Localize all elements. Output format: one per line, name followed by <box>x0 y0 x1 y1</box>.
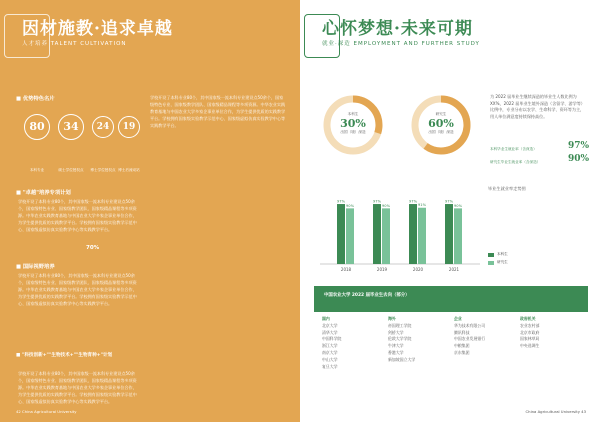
stat-circle-doctoral: 24 <box>92 116 114 138</box>
right-subtitle: 就业·深造 EMPLOYMENT AND FURTHER STUDY <box>322 41 480 47</box>
destination-item: 中山大学 <box>322 356 338 362</box>
stat-circle-masters: 34 <box>58 114 84 140</box>
donut-undergrad-caption: 本科生 <box>347 112 359 116</box>
chart-note: 毕业生就业率走势图 <box>488 186 526 191</box>
stat-label-undergrad: 本科毕业生就业率（含深造） <box>490 147 537 151</box>
bar-label-2020-graduate: 91% <box>418 203 426 208</box>
chart-legend <box>488 252 508 265</box>
destination-item: 中国科学院 <box>322 336 342 342</box>
destination-item: 农业农村部 <box>520 322 540 328</box>
section-heading-advantage: ■ 优势特色名片 <box>16 96 55 102</box>
bar-2021-undergrad <box>445 204 453 264</box>
section-heading-international: ■ 国际视野培养 <box>16 264 55 270</box>
donut-graduate-label <box>410 112 472 135</box>
bar-label-2020-undergrad: 97% <box>409 199 417 204</box>
bar-label-2019-undergrad: 97% <box>373 199 381 204</box>
destination-item: 复旦大学 <box>322 363 338 369</box>
section-heading-excellence: ■ "卓越"培养专项计划 <box>16 190 71 196</box>
donut-undergrad-note: 出国（境）深造 <box>340 130 366 134</box>
bar-2020-graduate <box>418 208 426 264</box>
circle-label-doctoral: 博士学位授权点 <box>90 168 116 172</box>
destination-column <box>454 316 485 357</box>
destination-item: 华为技术有限公司 <box>454 322 486 328</box>
destination-item: 剑桥大学 <box>388 329 404 335</box>
employment-intro: 为 2022 届毕业生继续深造的毕业生人数比例为 XX%，2022 届毕业生境外深造（含留学、游学等）比例中，专业分布以农学、生命科学、资环等为主，用人单位满意度持续保持高位。 <box>490 94 585 119</box>
bar-2018-undergrad <box>337 204 345 264</box>
destination-item: 香港大学 <box>388 349 404 355</box>
destination-column <box>388 316 415 364</box>
destination-item: 中粮集团 <box>454 343 470 349</box>
destination-column-heading: 企业 <box>454 316 462 321</box>
bar-label-2019-graduate: 90% <box>382 203 390 208</box>
international-text: 学校开设了本科专业80个，其中国家级一流本科专业建设点50余个，国家级特色专业、国家级教学团队、国家级精品课程等多项资源。中华农业实践教育基地与中国农业大学多家企事业单位合作，为学生提供优质的实践教学平台。学校拥有国家级实验教学示范中心、国家级虚拟仿真实验教学中心等实践教学平台。 <box>18 273 137 306</box>
section-heading-innovation: ■ "科技创新+""生物技术+""生物育种+"计划 <box>16 353 113 358</box>
destination-item: 南京大学 <box>322 349 338 355</box>
legend-swatch-undergrad <box>488 253 494 257</box>
legend-label-undergrad: 本科生 <box>497 252 508 256</box>
destination-item: 新加坡国立大学 <box>388 356 416 362</box>
destination-column <box>322 316 341 370</box>
destination-item: 北京大学 <box>322 322 338 328</box>
donut-undergrad-label <box>322 112 384 135</box>
stat-circle-postdoc: 19 <box>118 116 140 138</box>
right-column-text: 学校开设了本科专业80个，其中国家级一流本科专业建设点50余个，国家级特色专业、国家级教学团队、国家级精品课程等多项资源。中华农业实践教育基地与中国农业大学多家企事业单位合作，为学生提供优质的实践教学平台。学校拥有国家级实验教学示范中心、国家级虚拟仿真实验教学中心等实践教学平台。 <box>150 95 286 128</box>
legend-item-graduate <box>488 260 508 265</box>
destination-item: 牛津大学 <box>388 343 404 349</box>
x-tick-2019: 2019 <box>376 267 388 272</box>
x-tick-2018: 2018 <box>340 267 352 272</box>
stat-value-graduate: 90% <box>568 154 590 164</box>
bar-label-2018-undergrad: 97% <box>337 199 345 204</box>
right-title: 心怀梦想·未来可期 <box>322 19 473 39</box>
innovation-text: 学校开设了本科专业80个，其中国家级一流本科专业建设点50余个，国家级特色专业、国家级教学团队、国家级精品课程等多项资源。中华农业实践教育基地与中国农业大学多家企事业单位合作，为学生提供优质的实践教学平台。学校拥有国家级实验教学示范中心、国家级虚拟仿真实验教学中心等实践教学平台。 <box>18 371 137 404</box>
highlight-percent: 70% <box>86 245 100 251</box>
circle-label-masters: 硕士学位授权点 <box>58 168 84 172</box>
left-title: 因材施教·追求卓越 <box>22 19 173 39</box>
right-footer: China Agricultural University 43 <box>525 409 586 414</box>
bar-2021-graduate <box>454 208 462 264</box>
stat-value-undergrad: 97% <box>568 141 590 151</box>
x-tick-2020: 2020 <box>412 267 424 272</box>
bar-label-2021-undergrad: 97% <box>445 199 453 204</box>
donut-undergrad-value: 30% <box>340 117 366 130</box>
donut-graduate-value: 60% <box>428 117 454 130</box>
destination-item: 浙江大学 <box>322 343 338 349</box>
left-subtitle: 人才培养 TALENT CULTIVATION <box>22 41 127 47</box>
donut-graduate-caption: 研究生 <box>435 112 447 116</box>
circle-label-postdoc: 博士后流动站 <box>118 168 140 172</box>
destination-item: 清华大学 <box>322 329 338 335</box>
destination-column-heading: 海外 <box>388 316 396 321</box>
donut-graduate-note: 出国（境）深造 <box>428 130 454 134</box>
destination-column-heading: 国内 <box>322 316 330 321</box>
legend-label-graduate: 研究生 <box>497 260 508 264</box>
legend-item-undergrad <box>488 252 508 257</box>
destination-item: 京东集团 <box>454 349 470 355</box>
left-footer: 42 China Agricultural University <box>16 409 77 414</box>
legend-swatch-graduate <box>488 261 494 265</box>
bar-label-2018-graduate: 90% <box>346 203 354 208</box>
bar-label-2021-graduate: 90% <box>454 203 462 208</box>
excellence-text: 学校开设了本科专业80个，其中国家级一流本科专业建设点50余个，国家级特色专业、国家级教学团队、国家级精品课程等多项资源。中华农业实践教育基地与中国农业大学多家企事业单位合作，为学生提供优质的实践教学平台。学校拥有国家级实验教学示范中心、国家级虚拟仿真实验教学中心等实践教学平台。 <box>18 199 137 232</box>
destination-item: 中央选调生 <box>520 343 540 349</box>
stat-label-graduate: 研究生毕业生就业率（含深造） <box>490 160 541 164</box>
bar-2020-undergrad <box>409 204 417 264</box>
x-tick-2021: 2021 <box>448 267 460 272</box>
destination-column <box>520 316 539 350</box>
bar-2019-graduate <box>382 208 390 264</box>
destination-item: 腾讯科技 <box>454 329 470 335</box>
right-page <box>300 0 600 422</box>
destination-item: 中国农业发展银行 <box>454 336 486 342</box>
circle-label-majors: 本科专业 <box>29 168 45 172</box>
employment-bar-chart <box>320 192 480 276</box>
destination-item: 北京市政府 <box>520 329 540 335</box>
destination-item: 国家林草局 <box>520 336 540 342</box>
stat-circle-majors: 80 <box>24 114 50 140</box>
bar-2018-graduate <box>346 208 354 264</box>
bar-2019-undergrad <box>373 204 381 264</box>
destination-item: 伦敦大学学院 <box>388 336 412 342</box>
destination-item: 帝国理工学院 <box>388 322 412 328</box>
destinations-banner: 中国农业大学 2022 届毕业生去向（部分） <box>314 286 588 312</box>
destination-column-heading: 政府机关 <box>520 316 536 321</box>
